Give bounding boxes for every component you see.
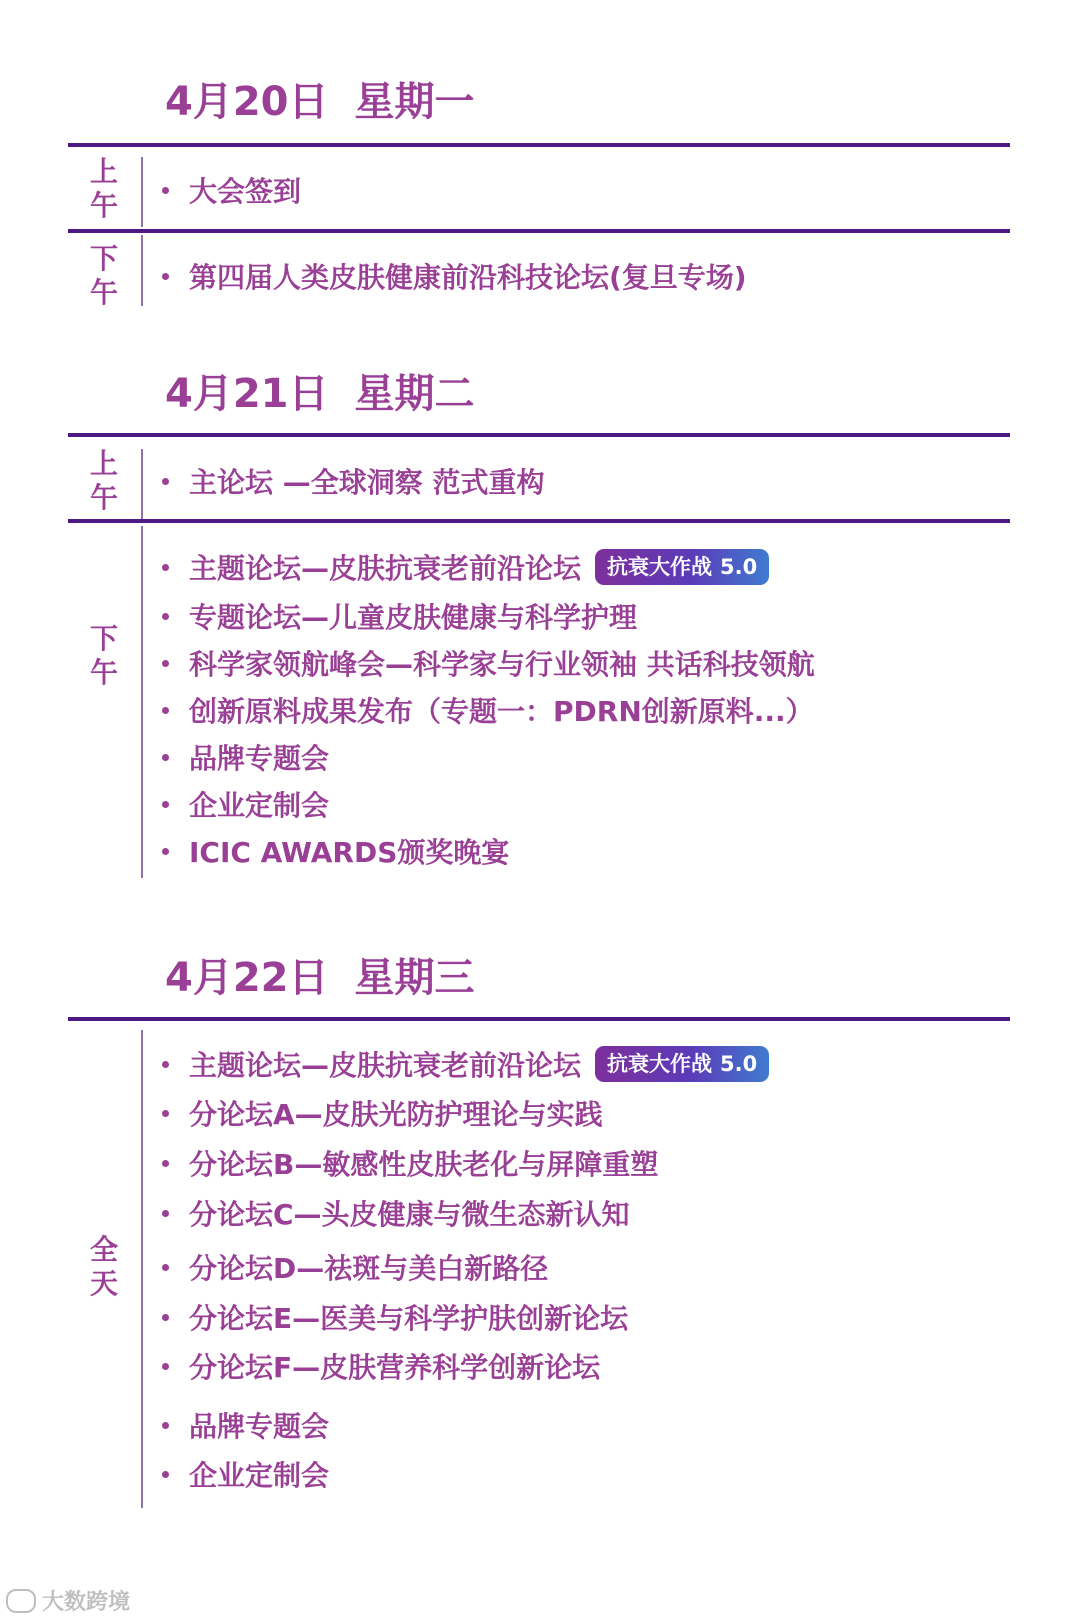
day-weekday: 星期二	[354, 371, 475, 417]
item-text: 企业定制会	[189, 1459, 330, 1492]
period-label: 上 午	[89, 155, 118, 222]
schedule-item	[162, 594, 637, 638]
section-rule	[68, 1017, 1010, 1021]
schedule-item	[162, 1452, 329, 1496]
day-heading	[165, 948, 475, 1008]
bullet-icon	[162, 1160, 169, 1167]
day-date: 4月22日	[165, 955, 329, 1001]
bullet-icon	[162, 1363, 169, 1370]
section-rule	[68, 229, 1010, 233]
bullet-icon	[162, 187, 169, 194]
item-text: 第四届人类皮肤健康前沿科技论坛(复旦专场)	[189, 261, 747, 294]
schedule-item	[162, 1403, 329, 1447]
item-text: 分论坛A—皮肤光防护理论与实践	[189, 1098, 603, 1131]
period-label: 上 午	[89, 447, 118, 514]
item-text: 创新原料成果发布（专题一：PDRN创新原料...）	[189, 695, 814, 728]
schedule-item	[162, 168, 301, 212]
bullet-icon	[162, 1210, 169, 1217]
watermark-text: 大数跨境	[42, 1590, 131, 1615]
schedule-item	[162, 545, 769, 589]
bullet-icon	[162, 564, 169, 571]
item-text: 主题论坛—皮肤抗衰老前沿论坛	[189, 1049, 582, 1082]
schedule-item	[162, 1295, 628, 1339]
period-divider	[141, 526, 143, 878]
item-text: 企业定制会	[189, 789, 330, 822]
bullet-icon	[162, 707, 169, 714]
bullet-icon	[162, 1471, 169, 1478]
schedule-item	[162, 688, 814, 732]
schedule-item	[162, 1191, 630, 1235]
bullet-icon	[162, 754, 169, 761]
item-text: 分论坛F—皮肤营养科学创新论坛	[189, 1351, 601, 1384]
badge-label: 抗衰大作战	[607, 1052, 713, 1076]
bullet-icon	[162, 1422, 169, 1429]
period-divider	[141, 449, 143, 519]
period-divider	[141, 235, 143, 306]
section-rule	[68, 519, 1010, 523]
item-text: 品牌专题会	[189, 742, 330, 775]
item-text: ICIC AWARDS颁奖晚宴	[189, 836, 510, 869]
schedule-item	[162, 1042, 769, 1086]
day-heading	[165, 364, 475, 424]
item-text: 科学家领航峰会—科学家与行业领袖 共话科技领航	[189, 648, 815, 681]
bullet-icon	[162, 613, 169, 620]
item-text: 分论坛C—头皮健康与微生态新认知	[189, 1198, 630, 1231]
bullet-icon	[162, 478, 169, 485]
badge-version: 5.0	[720, 1052, 758, 1076]
item-text: 分论坛B—敏感性皮肤老化与屏障重塑	[189, 1148, 659, 1181]
day-heading	[165, 72, 475, 132]
item-text: 主论坛 —全球洞察 范式重构	[189, 466, 545, 499]
item-text: 分论坛D—祛斑与美白新路径	[189, 1252, 549, 1285]
schedule-item	[162, 1245, 548, 1289]
item-text: 专题论坛—儿童皮肤健康与科学护理	[189, 601, 638, 634]
badge-version: 5.0	[720, 555, 758, 579]
day-date: 4月20日	[165, 79, 329, 125]
period-label: 下 午	[89, 622, 118, 689]
bullet-icon	[162, 1314, 169, 1321]
anti-aging-badge	[595, 549, 769, 585]
period-label: 下 午	[89, 242, 118, 309]
bullet-icon	[162, 1264, 169, 1271]
badge-label: 抗衰大作战	[607, 555, 713, 579]
schedule-item	[162, 782, 329, 826]
item-text: 品牌专题会	[189, 1410, 330, 1443]
schedule-item	[162, 735, 329, 779]
item-text: 大会签到	[189, 175, 302, 208]
period-divider	[141, 1030, 143, 1508]
schedule-item	[162, 1141, 658, 1185]
schedule-item	[162, 1091, 603, 1135]
period-divider	[141, 157, 143, 227]
day-weekday: 星期三	[354, 955, 475, 1001]
day-date: 4月21日	[165, 371, 329, 417]
period-label: 全 天	[89, 1233, 118, 1300]
schedule-item	[162, 254, 747, 298]
section-rule	[68, 143, 1010, 147]
bullet-icon	[162, 660, 169, 667]
schedule-item	[162, 641, 815, 685]
schedule-item	[162, 829, 509, 873]
bullet-icon	[162, 273, 169, 280]
bullet-icon	[162, 801, 169, 808]
watermark	[6, 1585, 130, 1616]
schedule-item	[162, 459, 545, 503]
day-weekday: 星期一	[354, 79, 475, 125]
section-rule	[68, 433, 1010, 437]
bullet-icon	[162, 1110, 169, 1117]
bullet-icon	[162, 1061, 169, 1068]
bullet-icon	[162, 848, 169, 855]
item-text: 分论坛E—医美与科学护肤创新论坛	[189, 1302, 629, 1335]
watermark-logo-icon	[6, 1589, 36, 1613]
anti-aging-badge	[595, 1046, 769, 1082]
schedule-item	[162, 1344, 600, 1388]
item-text: 主题论坛—皮肤抗衰老前沿论坛	[189, 552, 582, 585]
